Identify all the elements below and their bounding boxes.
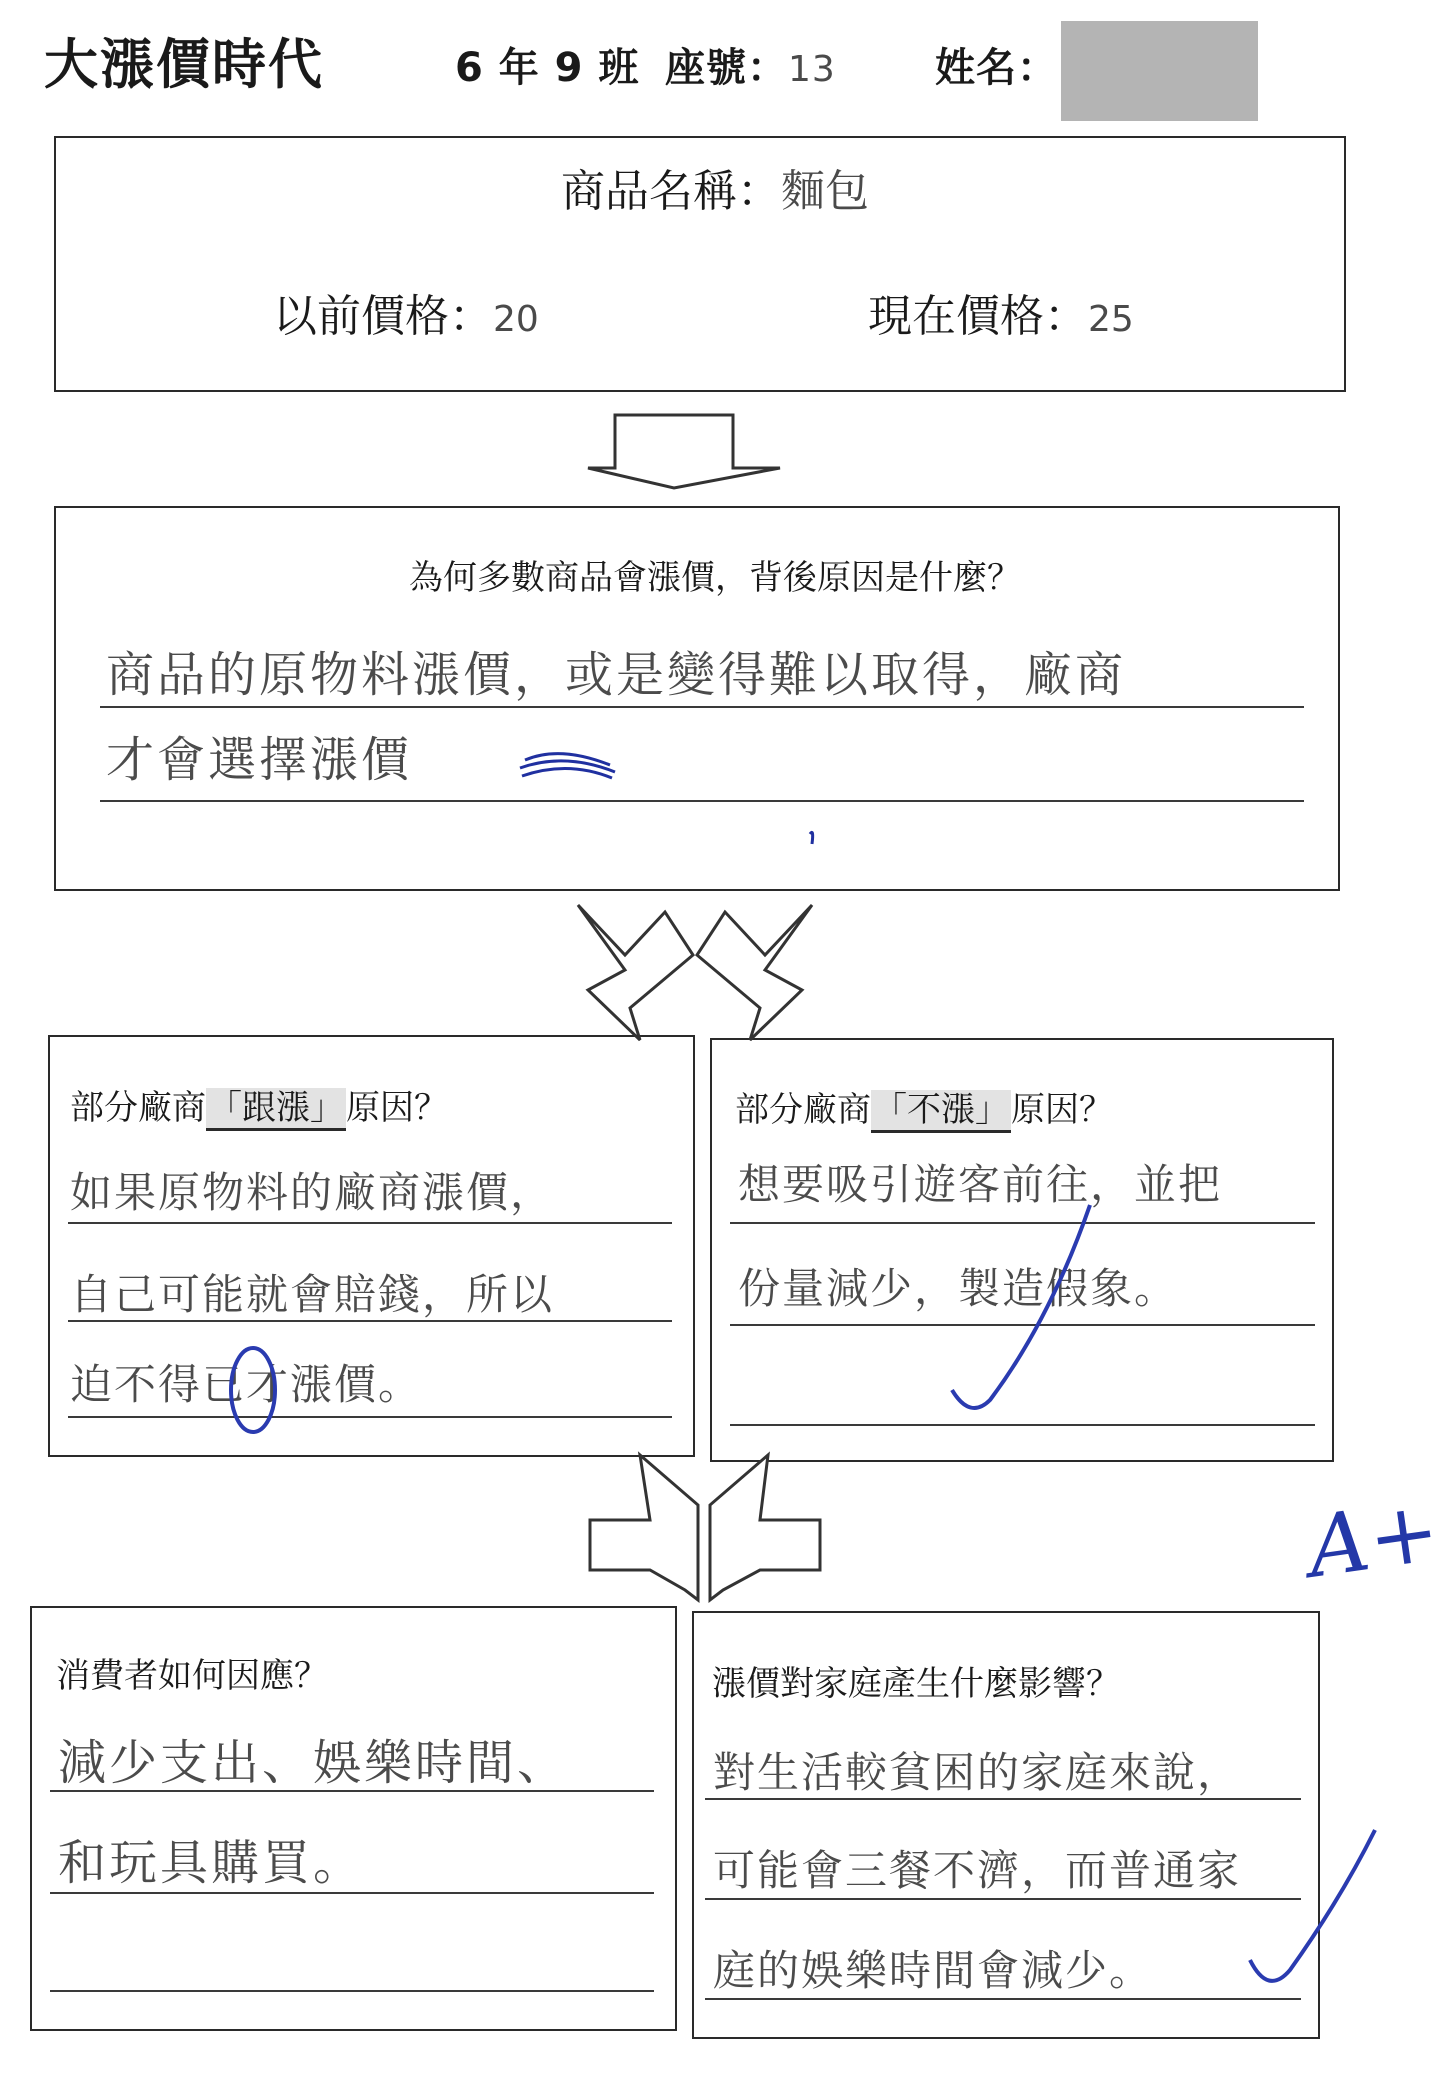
consumer-answer-line-1: 減少支出、娛樂時間、: [58, 1735, 569, 1791]
family-answer-line-2: 可能會三餐不濟，而普通家: [713, 1846, 1242, 1895]
product-name-label: 商品名稱：: [561, 166, 781, 217]
not-follow-question-tag: 「不漲」: [871, 1090, 1011, 1133]
follow-question-prefix: 部分廠商: [70, 1088, 206, 1128]
family-answer-line-3: 庭的娛樂時間會減少。: [713, 1946, 1154, 1995]
scribble-out-mark: [520, 754, 615, 778]
reason-question: 為何多數商品會漲價，背後原因是什麼？: [409, 558, 1021, 598]
consumer-question: 消費者如何因應？: [56, 1656, 328, 1696]
follow-question-suffix: 原因？: [346, 1088, 448, 1128]
seat-label: 座號：: [665, 45, 788, 91]
follow-answer-line-1: 如果原物料的廠商漲價，: [70, 1168, 555, 1217]
grade-mark: A+: [1301, 1481, 1445, 1597]
new-price-label: 現在價格：: [868, 291, 1088, 342]
merge-arrow-left-icon: [590, 1455, 698, 1600]
split-arrow-right-icon: [697, 905, 812, 1040]
seat-value: 13: [788, 49, 836, 90]
new-price-value: 25: [1088, 299, 1134, 340]
follow-question-tag: 「跟漲」: [206, 1088, 346, 1131]
not-follow-answer-line-2: 份量減少，製造假象。: [738, 1264, 1179, 1313]
check-mark-icon: [1250, 1830, 1375, 1981]
correction-circle-mark: [231, 1348, 275, 1432]
down-arrow-icon: [588, 415, 780, 488]
follow-answer-line-3: 迫不得已才漲價。: [70, 1360, 423, 1409]
split-arrow-left-icon: [578, 905, 693, 1040]
merge-arrow-right-icon: [710, 1455, 820, 1600]
reason-answer-line-2: 才會選擇漲價: [106, 732, 413, 788]
worksheet-title: 大漲價時代: [44, 33, 324, 96]
not-follow-answer-line-1: 想要吸引遊客前往，並把: [738, 1160, 1223, 1209]
class-label: 6 年 9 班: [455, 45, 640, 91]
check-mark-icon: [952, 1205, 1090, 1408]
product-name-value: 麵包: [781, 166, 869, 217]
family-question: 漲價對家庭產生什麼影響？: [712, 1664, 1120, 1704]
old-price-label: 以前價格：: [273, 291, 493, 342]
name-label: 姓名：: [935, 45, 1058, 91]
not-follow-question-suffix: 原因？: [1011, 1090, 1113, 1130]
consumer-answer-line-2: 和玩具購買。: [58, 1835, 365, 1891]
family-answer-line-1: 對生活較貧困的家庭來說，: [713, 1748, 1242, 1797]
old-price-value: 20: [493, 299, 539, 340]
not-follow-question-prefix: 部分廠商: [735, 1090, 871, 1130]
pen-dot-mark: [810, 832, 813, 844]
follow-answer-line-2: 自己可能就會賠錢，所以: [70, 1270, 555, 1319]
reason-answer-line-1: 商品的原物料漲價，或是變得難以取得，廠商: [106, 647, 1127, 703]
